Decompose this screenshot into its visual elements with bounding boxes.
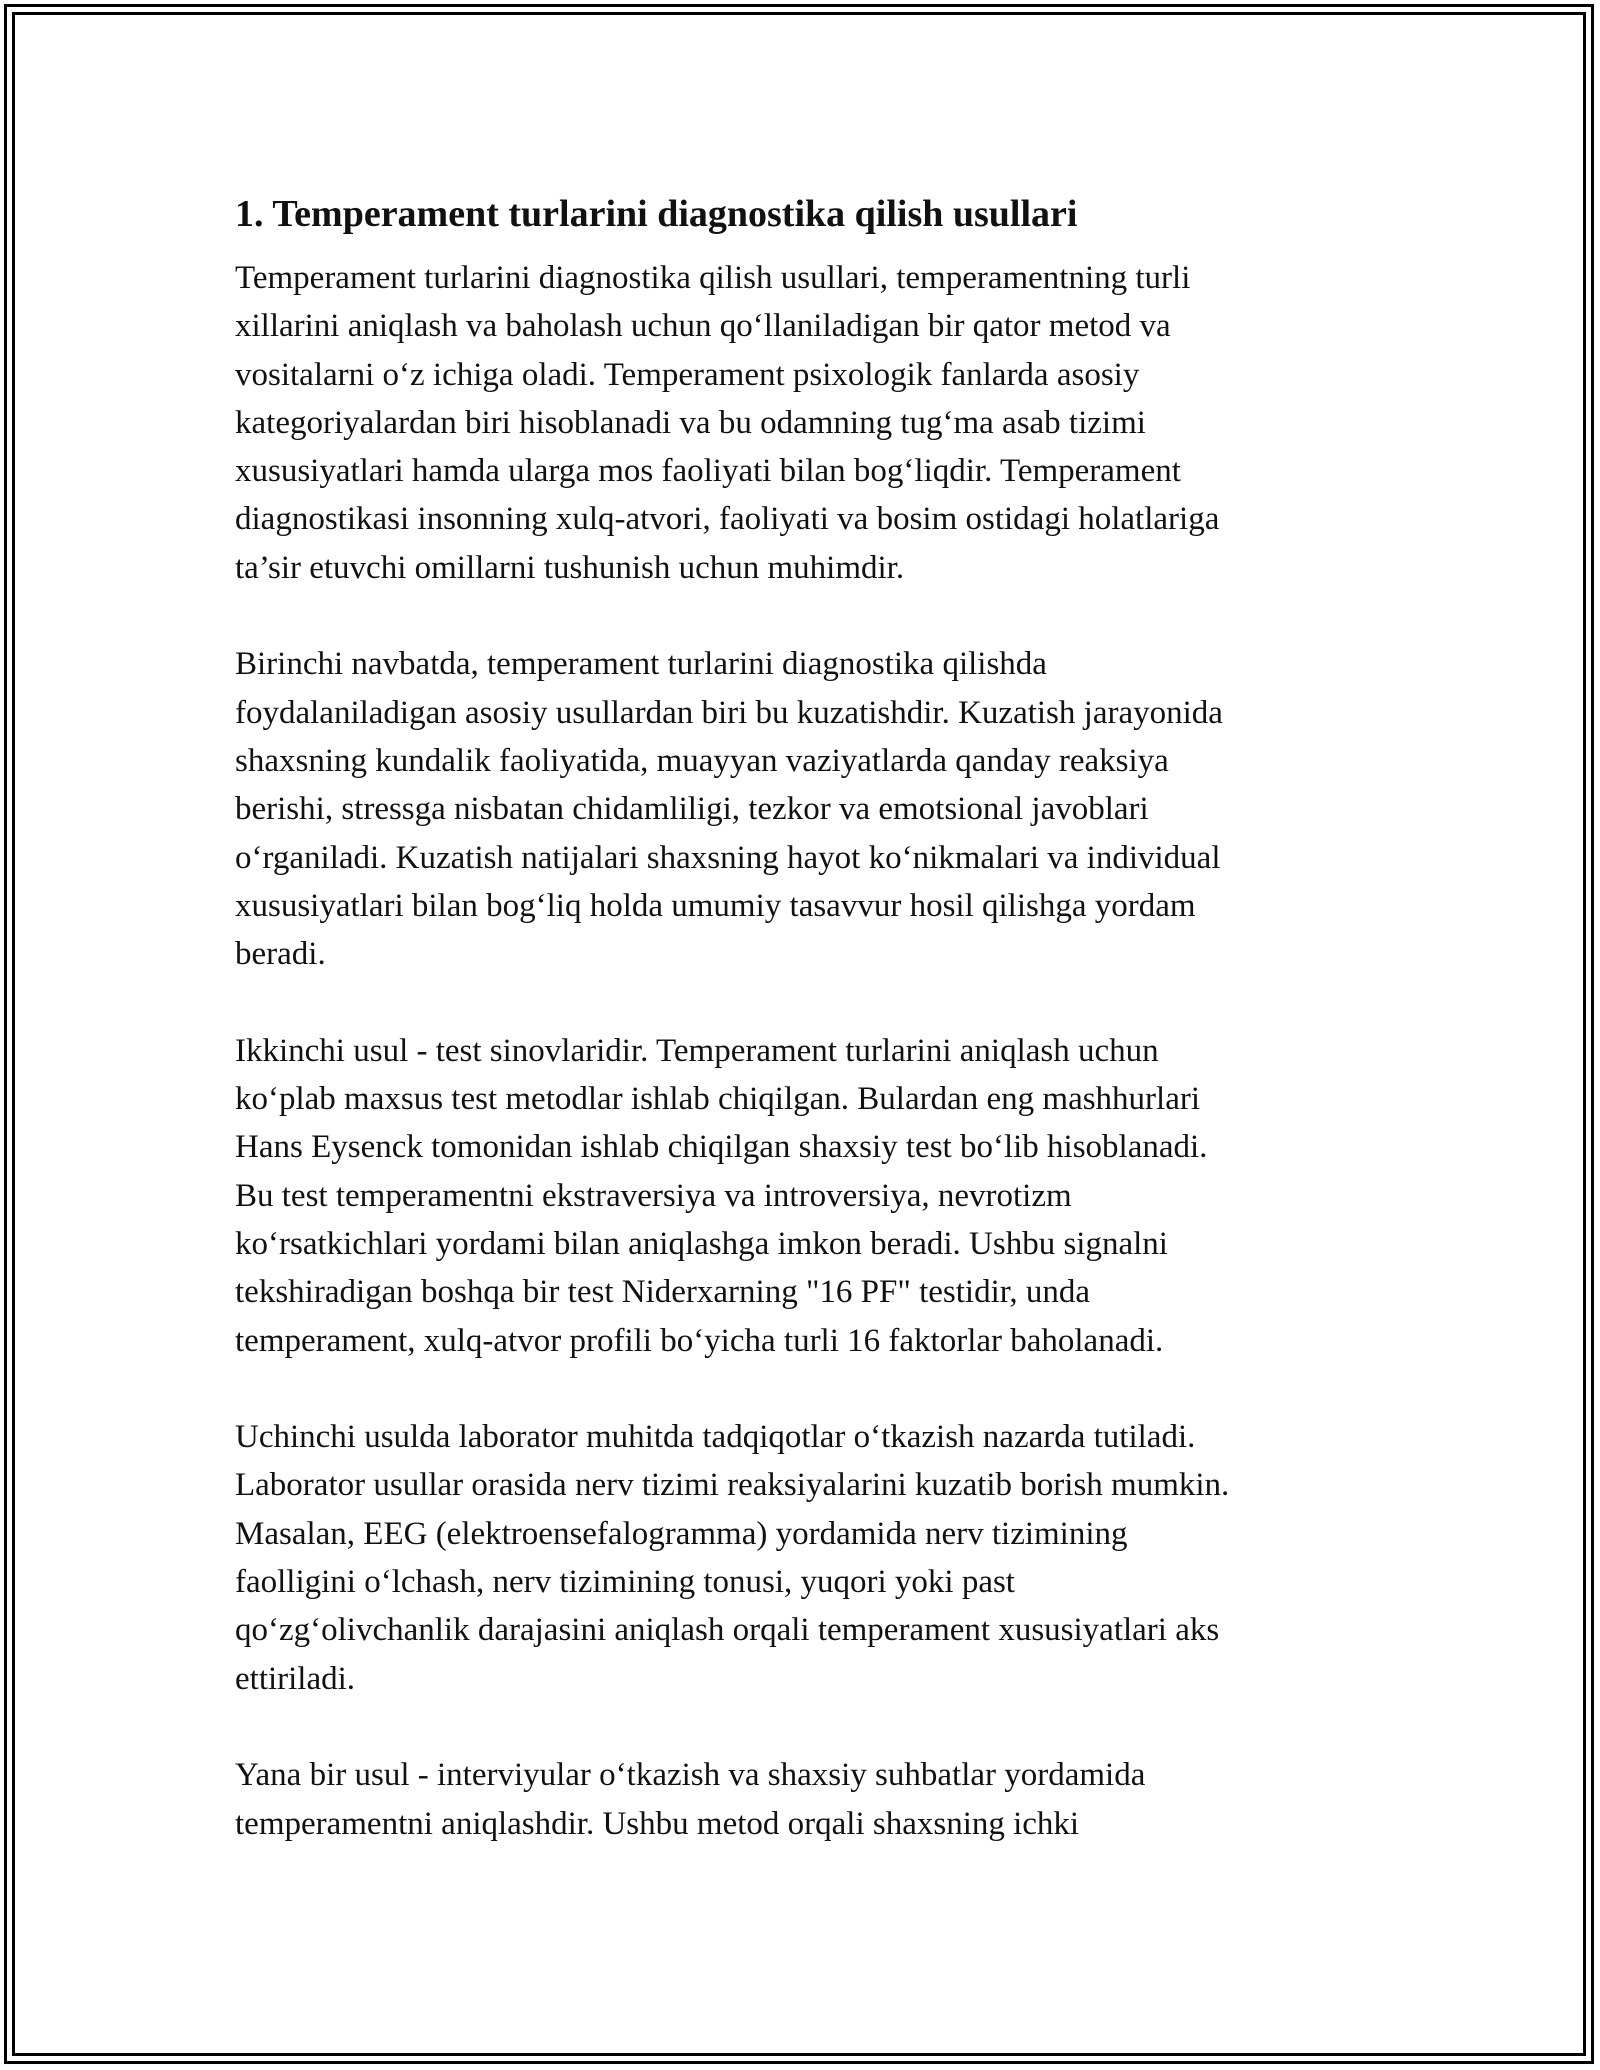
paragraph-3 (235, 1027, 1365, 1365)
text-line: o‘rganiladi. Kuzatish natijalari shaxsning hayot ko‘nikmalari va individual (235, 839, 1221, 876)
paragraph-2 (235, 640, 1365, 978)
text-line: Temperament turlarini diagnostika qilish usullari, temperamentning turli (235, 260, 1191, 296)
section-heading: 1. Temperament turlarini diagnostika qilish usullari (235, 193, 1078, 235)
text-line: xususiyatlari bilan bog‘liq holda umumiy tasavvur hosil qilishga yordam (235, 887, 1196, 924)
text-line: diagnostikasi insonning xulq-atvori, faoliyati va bosim ostidagi holatlariga (235, 501, 1220, 538)
text-line: qo‘zg‘olivchanlik darajasini aniqlash orqali temperament xususiyatlari aks (235, 1612, 1220, 1649)
text-line: ko‘rsatkichlari yordami bilan aniqlashga imkon beradi. Ushbu signalni (235, 1225, 1168, 1262)
text-line: berishi, stressga nisbatan chidamliligi, tezkor va emotsional javoblari (235, 791, 1149, 828)
text-line: tekshiradigan boshqa bir test Niderxarning "16 PF" testidir, unda (235, 1274, 1091, 1311)
document-body (235, 186, 1365, 1896)
text-line: kategoriyalardan biri hisoblanadi va bu odamning tug‘ma asab tizimi (235, 404, 1146, 441)
text-line: beradi. (235, 936, 326, 973)
text-line: Hans Eysenck tomonidan ishlab chiqilgan shaxsiy test bo‘lib hisoblanadi. (235, 1129, 1208, 1166)
text-line: Uchinchi usulda laborator muhitda tadqiqotlar o‘tkazish nazarda tutiladi. (235, 1419, 1196, 1456)
text-line: faolligini o‘lchash, nerv tizimining tonusi, yuqori yoki past (235, 1564, 1015, 1601)
text-line: Ikkinchi usul - test sinovlaridir. Temperament turlarini aniqlash uchun (235, 1032, 1159, 1069)
text-line: ko‘plab maxsus test metodlar ishlab chiqilgan. Bulardan eng mashhurlari (235, 1081, 1201, 1118)
text-line: xillarini aniqlash va baholash uchun qo‘llaniladigan bir qator metod va (235, 308, 1171, 345)
text-line: Bu test temperamentni ekstraversiya va introversiya, nevrotizm (235, 1177, 1072, 1214)
text-line: ta’sir etuvchi omillarni tushunish uchun muhimdir. (235, 549, 905, 586)
text-line: shaxsning kundalik faoliyatida, muayyan vaziyatlarda qanday reaksiya (235, 742, 1169, 779)
paragraph-1 (235, 254, 1365, 592)
text-line: vositalarni o‘z ichiga oladi. Temperament psixologik fanlarda asosiy (235, 356, 1140, 393)
text-line: Masalan, EEG (elektroensefalogramma) yordamida nerv tizimining (235, 1515, 1128, 1552)
paragraph-4 (235, 1413, 1365, 1703)
text-line: Laborator usullar orasida nerv tizimi reaksiyalarini kuzatib borish mumkin. (235, 1467, 1230, 1504)
text-line: temperamentni aniqlashdir. Ushbu metod orqali shaxsning ichki (235, 1805, 1080, 1842)
text-line: Birinchi navbatda, temperament turlarini diagnostika qilishda (235, 646, 1047, 683)
paragraph-5 (235, 1751, 1365, 1848)
text-line: foydalaniladigan asosiy usullardan biri bu kuzatishdir. Kuzatish jarayonida (235, 694, 1223, 731)
text-line: xususiyatlari hamda ularga mos faoliyati bilan bog‘liqdir. Temperament (235, 453, 1181, 490)
text-line: ettiriladi. (235, 1660, 356, 1697)
text-line: temperament, xulq-atvor profili bo‘yicha turli 16 faktorlar baholanadi. (235, 1322, 1164, 1359)
text-line: Yana bir usul - interviyular o‘tkazish va shaxsiy suhbatlar yordamida (235, 1757, 1146, 1794)
